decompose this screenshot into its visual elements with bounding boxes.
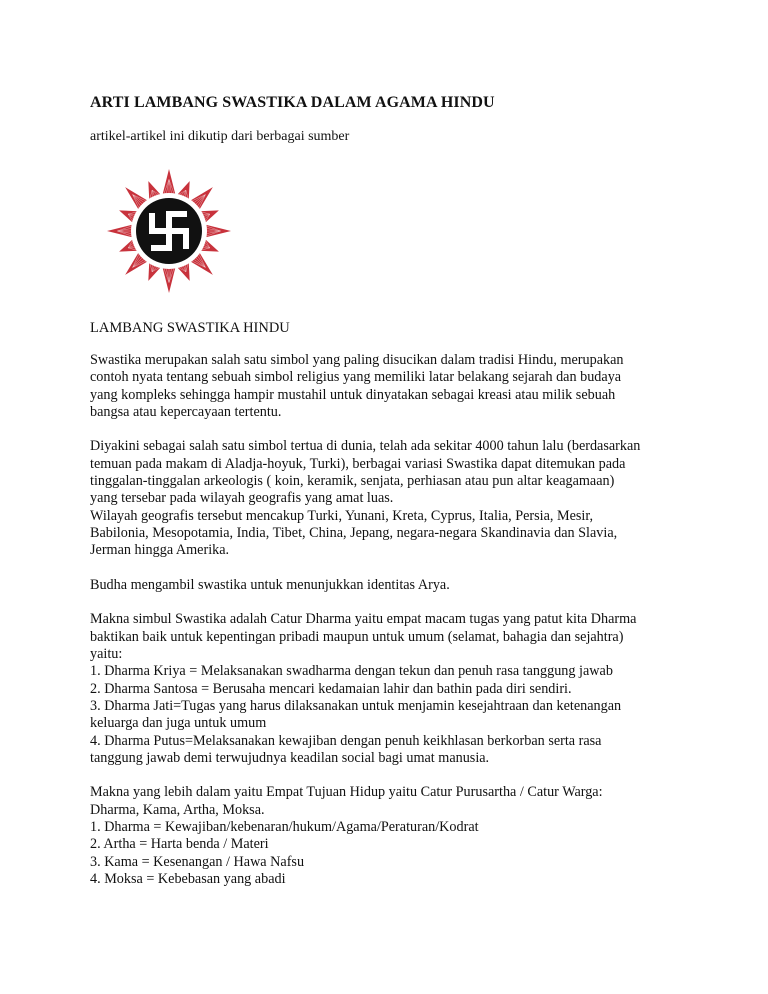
swastika-symbol xyxy=(149,211,189,251)
text-line: 2. Artha = Harta benda / Materi xyxy=(90,836,269,853)
text-line: yaitu: xyxy=(90,646,123,663)
text-line: tanggung jawab demi terwujudnya keadilan social bagi umat manusia. xyxy=(90,749,490,766)
document-title: ARTI LAMBANG SWASTIKA DALAM AGAMA HINDU xyxy=(90,94,495,111)
text-line: Dharma, Kama, Artha, Moksa. xyxy=(90,801,265,818)
text-line: baktikan baik untuk kepentingan pribadi maupun untuk umum (selamat, bahagia dan sejahtra) xyxy=(90,628,624,645)
text-line: 4. Dharma Putus=Melaksanakan kewajiban dengan penuh keikhlasan berkorban serta rasa xyxy=(90,732,602,749)
text-line: Jerman hingga Amerika. xyxy=(90,542,230,559)
text-line: Makna yang lebih dalam yaitu Empat Tujuan Hidup yaitu Catur Purusartha / Catur Warga: xyxy=(90,784,603,801)
paragraph xyxy=(90,438,690,559)
text-line: Wilayah geografis tersebut mencakup Turki, Yunani, Kreta, Cyprus, Italia, Persia, Mesir, xyxy=(90,507,594,524)
text-line: tinggalan-tinggalan arkeologis ( koin, keramik, senjata, perhiasan atau pun altar keagamaan) xyxy=(90,473,615,490)
paragraph xyxy=(90,352,690,421)
text-line: Budha mengambil swastika untuk menunjukkan identitas Arya. xyxy=(90,576,450,593)
text-line: Makna simbul Swastika adalah Catur Dharma yaitu empat macam tugas yang patut kita Dharma xyxy=(90,611,637,628)
text-line: 3. Kama = Kesenangan / Hawa Nafsu xyxy=(90,853,305,870)
text-line: 2. Dharma Santosa = Berusaha mencari kedamaian lahir dan bathin pada diri sendiri. xyxy=(90,680,572,697)
text-line: Babilonia, Mesopotamia, India, Tibet, China, Jepang, negara-negara Skandinavia dan Slavia, xyxy=(90,524,618,541)
text-line: yang tersebar pada wilayah geografis yang amat luas. xyxy=(90,490,394,507)
text-line: 1. Dharma = Kewajiban/kebenaran/hukum/Agama/Peraturan/Kodrat xyxy=(90,819,479,836)
text-line: 4. Moksa = Kebebasan yang abadi xyxy=(90,870,286,887)
text-line: yang kompleks sehingga hampir mustahil untuk dinyatakan sebagai kreasi atau milik sebuah xyxy=(90,386,616,403)
paragraph xyxy=(90,611,690,767)
text-line: bangsa atau kepercayaan tertentu. xyxy=(90,403,282,420)
paragraph xyxy=(90,784,690,888)
text-line: contoh nyata tentang sebuah simbol religius yang memiliki latar belakang sejarah dan budaya xyxy=(90,369,622,386)
text-line: Diyakini sebagai salah satu simbol tertua di dunia, telah ada sekitar 4000 tahun lalu (berdasarkan xyxy=(90,438,641,455)
document-subtitle: artikel-artikel ini dikutip dari berbagai sumber xyxy=(90,129,350,144)
text-line: 3. Dharma Jati=Tugas yang harus dilaksanakan untuk menjamin kesejahtraan dan ketenangan xyxy=(90,697,622,714)
text-line: keluarga dan juga untuk umum xyxy=(90,715,267,732)
text-line: temuan pada makam di Aladja-hoyuk, Turki), berbagai variasi Swastika dapat ditemukan pada xyxy=(90,455,626,472)
text-line: Swastika merupakan salah satu simbol yang paling disucikan dalam tradisi Hindu, merupakan xyxy=(90,352,624,368)
paragraph xyxy=(90,577,690,594)
article-body xyxy=(90,352,690,888)
text-line: 1. Dharma Kriya = Melaksanakan swadharma dengan tekun dan penuh rasa tanggung jawab xyxy=(90,663,613,680)
swastika-emblem-icon xyxy=(106,157,232,305)
section-heading: LAMBANG SWASTIKA HINDU xyxy=(90,320,290,336)
